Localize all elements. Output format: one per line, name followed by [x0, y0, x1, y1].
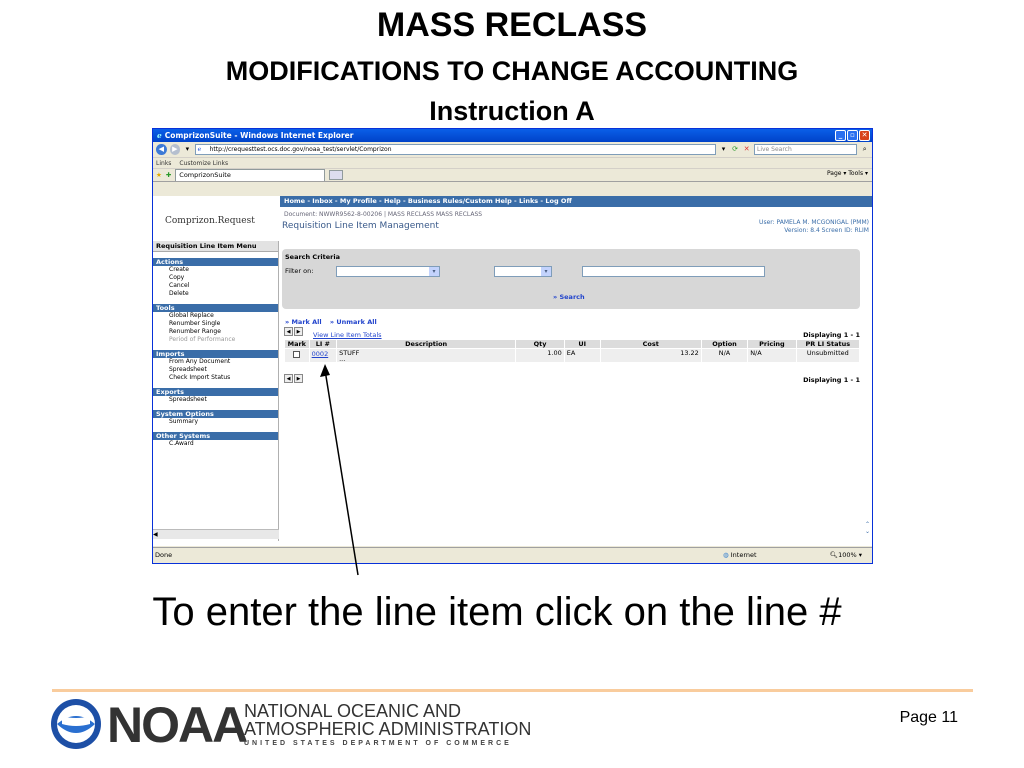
- menu-item[interactable]: Spreadsheet: [169, 396, 207, 403]
- search-criteria-title: Search Criteria: [285, 253, 340, 261]
- comprizon-logo: Comprizon.Request: [165, 216, 255, 226]
- page-heading: Requisition Line Item Management: [282, 221, 439, 231]
- option-cell: N/A: [701, 349, 747, 363]
- org-name-line1: NATIONAL OCEANIC AND: [244, 701, 462, 721]
- view-line-item-totals-link[interactable]: View Line Item Totals: [313, 331, 382, 339]
- version-line: Version: 8.4 Screen ID: RLIM: [784, 227, 869, 234]
- user-line: User: PAMELA M. MCGONIGAL (PMM): [759, 219, 869, 226]
- menu-horizontal-scrollbar[interactable]: ◀: [153, 529, 279, 539]
- column-header: Mark: [285, 340, 310, 349]
- zoom-icon: 🔍︎: [829, 551, 839, 559]
- chevron-down-icon: ▾: [541, 267, 551, 276]
- next-page-icon[interactable]: ▶: [294, 327, 303, 336]
- document-line: Document: NWWR9562-8-00206 | MASS RECLASS MASS RECLASS: [284, 211, 483, 218]
- displaying-count-bottom: Displaying 1 - 1: [803, 376, 860, 384]
- menu-section-head[interactable]: System Options: [153, 410, 278, 418]
- description-text: STUFF: [339, 349, 360, 357]
- menu-item[interactable]: Spreadsheet: [169, 366, 207, 373]
- menu-item[interactable]: From Any Document: [169, 358, 231, 365]
- menu-section-head[interactable]: Other Systems: [153, 432, 278, 440]
- zone-text: Internet: [730, 551, 757, 559]
- column-header: LI #: [309, 340, 336, 349]
- column-header: Option: [701, 340, 747, 349]
- menu-section-head[interactable]: Exports: [153, 388, 278, 396]
- cost-cell: 13.22: [600, 349, 701, 363]
- column-header: Qty: [516, 340, 564, 349]
- column-header: PR LI Status: [796, 340, 859, 349]
- column-header: Description: [337, 340, 516, 349]
- status-text: Done: [155, 551, 173, 559]
- menu-section-head[interactable]: Actions: [153, 258, 278, 266]
- favorites-star-icon[interactable]: ★: [156, 171, 162, 179]
- pricing-cell: N/A: [748, 349, 796, 363]
- slide-subtitle: MODIFICATIONS TO CHANGE ACCOUNTING: [225, 56, 799, 86]
- ui-cell: EA: [564, 349, 600, 363]
- menu-item[interactable]: Period of Performance: [169, 336, 236, 343]
- slide-title: MASS RECLASS: [376, 6, 648, 44]
- next-page-icon[interactable]: ▶: [294, 374, 303, 383]
- slide-instruction: Instruction A: [429, 96, 595, 126]
- menu-item[interactable]: Global Replace: [169, 312, 214, 319]
- zoom-control[interactable]: 🔍︎100% ▾: [829, 551, 862, 559]
- page-icon: ℯ: [197, 146, 202, 153]
- menu-item[interactable]: Check Import Status: [169, 374, 231, 381]
- menu-item[interactable]: Cancel: [169, 282, 190, 289]
- prev-page-icon[interactable]: ◀: [284, 327, 293, 336]
- history-dropdown-icon[interactable]: ▾: [185, 145, 190, 153]
- unmark-all-link[interactable]: » Unmark All: [329, 318, 377, 326]
- footer-divider: [52, 689, 973, 692]
- menu-section-head[interactable]: Imports: [153, 350, 278, 358]
- live-search-input[interactable]: Live Search: [754, 144, 857, 155]
- zoom-value: 100%: [838, 551, 857, 559]
- menu-title: Requisition Line Item Menu: [153, 241, 278, 252]
- org-name-line2: ATMOSPHERIC ADMINISTRATION: [244, 719, 532, 739]
- menu-item[interactable]: Renumber Single: [169, 320, 221, 327]
- app-top-nav[interactable]: Home - Inbox - My Profile - Help - Business Rules/Custom Help - Links - Log Off: [280, 196, 872, 207]
- tab-comprizonsuite[interactable]: ComprizonSuite: [175, 169, 325, 181]
- refresh-icon[interactable]: ⟳: [732, 145, 739, 153]
- menu-item[interactable]: Renumber Range: [169, 328, 221, 335]
- maximize-button[interactable]: ▫: [847, 130, 858, 141]
- close-button[interactable]: ✕: [859, 130, 870, 141]
- menu-item[interactable]: Copy: [169, 274, 185, 281]
- globe-icon: ◍: [723, 551, 729, 559]
- add-favorite-icon[interactable]: ✚: [165, 171, 172, 179]
- displaying-count-top: Displaying 1 - 1: [803, 331, 860, 339]
- qty-cell: 1.00: [516, 349, 564, 363]
- forward-button[interactable]: ▶: [170, 144, 181, 155]
- customize-links[interactable]: Customize Links: [179, 160, 229, 167]
- prev-page-icon[interactable]: ◀: [284, 374, 293, 383]
- slide-caption: To enter the line item click on the line #: [152, 590, 842, 634]
- search-icon[interactable]: ⌕: [862, 145, 867, 153]
- command-bar[interactable]: Page ▾ Tools ▾: [826, 170, 868, 177]
- menu-item[interactable]: Delete: [169, 290, 189, 297]
- minimize-button[interactable]: _: [835, 130, 846, 141]
- menu-section-head[interactable]: Tools: [153, 304, 278, 312]
- status-cell: Unsubmitted: [796, 349, 859, 363]
- back-button[interactable]: ◀: [156, 144, 167, 155]
- ie-icon: ℯ: [157, 131, 162, 140]
- menu-item[interactable]: C.Award: [169, 440, 194, 447]
- page-number: Page 11: [899, 709, 958, 726]
- stop-icon[interactable]: ✕: [743, 145, 750, 153]
- column-header: Cost: [600, 340, 701, 349]
- chevron-down-icon: ▾: [429, 267, 439, 276]
- description-more: ...: [339, 355, 346, 363]
- line-item-link[interactable]: 0002: [311, 350, 329, 358]
- search-link[interactable]: » Search: [553, 293, 585, 301]
- noaa-emblem-icon: [50, 698, 102, 750]
- org-department: UNITED STATES DEPARTMENT OF COMMERCE: [244, 740, 512, 747]
- address-dropdown-icon[interactable]: ▾: [721, 145, 726, 153]
- menu-item[interactable]: Create: [169, 266, 189, 273]
- column-header: UI: [564, 340, 600, 349]
- address-text: http://crequesttest.ocs.doc.gov/noaa_test/servlet/Comprizon: [209, 146, 392, 153]
- menu-item[interactable]: Summary: [169, 418, 198, 425]
- window-title: ComprizonSuite - Windows Internet Explorer: [164, 131, 354, 140]
- vertical-scrollbar[interactable]: ⌃ ⌄: [864, 521, 871, 535]
- filter-label: Filter on:: [285, 267, 314, 275]
- column-header: Pricing: [748, 340, 796, 349]
- links-label: Links: [156, 160, 172, 167]
- mark-all-link[interactable]: » Mark All: [285, 318, 322, 326]
- noaa-logo-text: NOAA: [107, 697, 247, 753]
